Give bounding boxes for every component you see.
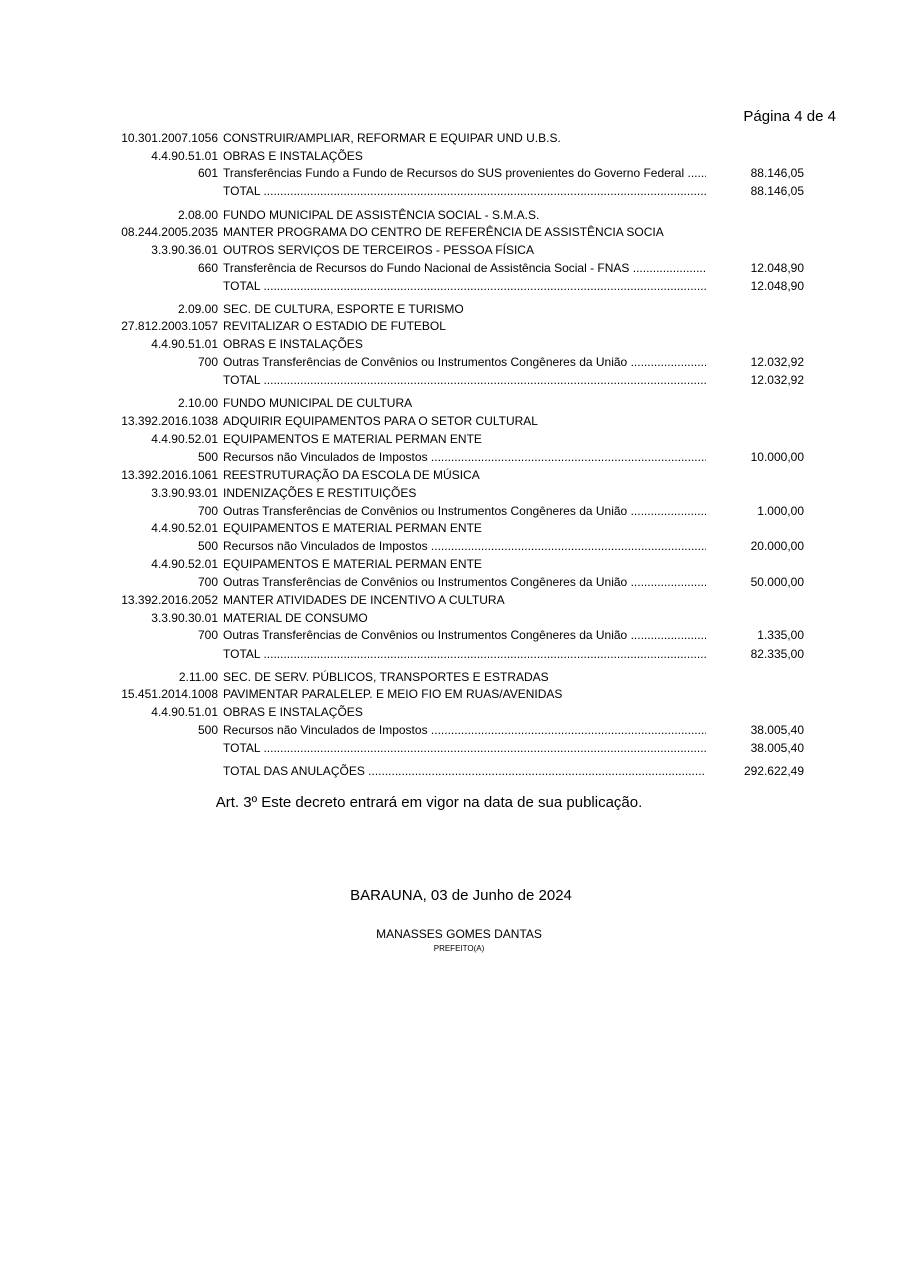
row-amount: 292.622,49	[743, 764, 804, 778]
row-code: 2.11.00	[178, 670, 218, 684]
row-description: Outras Transferências de Convênios ou Instrumentos Congêneres da União .....	[223, 354, 706, 370]
row-description: FUNDO MUNICIPAL DE ASSISTÊNCIA SOCIAL - S.M.A.S.	[223, 208, 540, 222]
table-row	[0, 278, 900, 294]
table-row	[0, 207, 900, 223]
signatory-name: MANASSES GOMES DANTAS	[376, 927, 542, 941]
article-text: Art. 3º Este decreto entrará em vigor na data de sua publicação.	[215, 794, 643, 811]
row-code: 4.4.90.52.01	[151, 557, 218, 571]
table-row	[0, 574, 900, 590]
row-description: ADQUIRIR EQUIPAMENTOS PARA O SETOR CULTURAL	[223, 414, 538, 428]
row-description: Transferências Fundo a Fundo de Recursos do SUS provenientes do Governo Federal .....	[223, 165, 706, 181]
row-amount: 88.146,05	[750, 166, 804, 180]
row-code: 08.244.2005.2035	[121, 225, 218, 239]
row-description: OBRAS E INSTALAÇÕES	[223, 337, 363, 351]
row-amount: 20.000,00	[750, 539, 804, 553]
row-amount: 12.048,90	[750, 279, 804, 293]
row-description: EQUIPAMENTOS E MATERIAL PERMAN ENTE	[223, 521, 482, 535]
place-date: BARAUNA, 03 de Junho de 2024	[350, 887, 572, 904]
table-row	[0, 592, 900, 608]
table-row	[0, 395, 900, 411]
row-code: 4.4.90.51.01	[151, 149, 218, 163]
row-code: 500	[197, 450, 218, 464]
row-description: TOTAL .....	[223, 372, 706, 388]
row-description: PAVIMENTAR PARALELEP. E MEIO FIO EM RUAS/AVENIDAS	[223, 687, 563, 701]
table-row	[0, 503, 900, 519]
row-code: 660	[197, 261, 218, 275]
row-code: 4.4.90.52.01	[151, 521, 218, 535]
table-row	[0, 763, 900, 779]
row-code: 700	[197, 628, 218, 642]
row-amount: 12.048,90	[750, 261, 804, 275]
row-code: 4.4.90.52.01	[151, 432, 218, 446]
row-description: FUNDO MUNICIPAL DE CULTURA	[223, 396, 413, 410]
page-number: Página 4 de 4	[743, 108, 836, 125]
row-description: OBRAS E INSTALAÇÕES	[223, 149, 363, 163]
table-row	[0, 669, 900, 685]
row-description: TOTAL .....	[223, 740, 706, 756]
table-row	[0, 318, 900, 334]
table-row	[0, 413, 900, 429]
table-row	[0, 301, 900, 317]
table-row	[0, 485, 900, 501]
row-code: 13.392.2016.1038	[121, 414, 218, 428]
row-code: 13.392.2016.1061	[121, 468, 218, 482]
table-row	[0, 610, 900, 626]
row-description: Outras Transferências de Convênios ou Instrumentos Congêneres da União .....	[223, 503, 706, 519]
row-description: TOTAL .....	[223, 646, 706, 662]
table-row	[0, 431, 900, 447]
row-description: Transferência de Recursos do Fundo Nacional de Assistência Social - FNAS .....	[223, 260, 706, 276]
table-row	[0, 148, 900, 164]
row-code: 700	[197, 504, 218, 518]
table-row	[0, 556, 900, 572]
signatory-role: PREFEITO(A)	[433, 944, 485, 953]
table-row	[0, 722, 900, 738]
row-description: TOTAL DAS ANULAÇÕES .....	[223, 763, 706, 779]
row-description: MATERIAL DE CONSUMO	[223, 611, 368, 625]
table-row	[0, 704, 900, 720]
table-row	[0, 372, 900, 388]
table-row	[0, 165, 900, 181]
row-description: REVITALIZAR O ESTADIO DE FUTEBOL	[223, 319, 446, 333]
row-code: 15.451.2014.1008	[121, 687, 218, 701]
row-description: CONSTRUIR/AMPLIAR, REFORMAR E EQUIPAR UND U.B.S.	[223, 131, 561, 145]
table-row	[0, 242, 900, 258]
table-row	[0, 183, 900, 199]
table-row	[0, 646, 900, 662]
table-row	[0, 538, 900, 554]
row-amount: 12.032,92	[750, 373, 804, 387]
row-description: TOTAL .....	[223, 183, 706, 199]
table-row	[0, 354, 900, 370]
row-code: 700	[197, 355, 218, 369]
table-row	[0, 686, 900, 702]
row-description: Recursos não Vinculados de Impostos .....	[223, 722, 706, 738]
table-row	[0, 224, 900, 240]
row-code: 500	[197, 539, 218, 553]
row-code: 4.4.90.51.01	[151, 337, 218, 351]
row-description: TOTAL .....	[223, 278, 706, 294]
row-description: OBRAS E INSTALAÇÕES	[223, 705, 363, 719]
row-code: 500	[197, 723, 218, 737]
row-amount: 82.335,00	[750, 647, 804, 661]
row-description: EQUIPAMENTOS E MATERIAL PERMAN ENTE	[223, 432, 482, 446]
row-description: SEC. DE SERV. PÚBLICOS, TRANSPORTES E ESTRADAS	[223, 670, 549, 684]
row-description: Recursos não Vinculados de Impostos .....	[223, 538, 706, 554]
table-row	[0, 627, 900, 643]
table-row	[0, 130, 900, 146]
row-code: 601	[197, 166, 218, 180]
row-description: INDENIZAÇÕES E RESTITUIÇÕES	[223, 486, 417, 500]
table-row	[0, 467, 900, 483]
table-row	[0, 740, 900, 756]
table-row	[0, 336, 900, 352]
table-row	[0, 520, 900, 536]
row-code: 27.812.2003.1057	[121, 319, 218, 333]
row-description: REESTRUTURAÇÃO DA ESCOLA DE MÚSICA	[223, 468, 480, 482]
row-code: 3.3.90.36.01	[151, 243, 218, 257]
row-code: 3.3.90.93.01	[151, 486, 218, 500]
row-code: 2.10.00	[177, 396, 218, 410]
row-code: 10.301.2007.1056	[121, 131, 218, 145]
row-code: 2.08.00	[177, 208, 218, 222]
row-code: 3.3.90.30.01	[151, 611, 218, 625]
table-row	[0, 260, 900, 276]
table-row	[0, 449, 900, 465]
row-amount: 88.146,05	[750, 184, 804, 198]
row-amount: 50.000,00	[750, 575, 804, 589]
row-amount: 10.000,00	[750, 450, 804, 464]
row-code: 4.4.90.51.01	[151, 705, 218, 719]
row-description: Outras Transferências de Convênios ou Instrumentos Congêneres da União .....	[223, 627, 706, 643]
row-code: 2.09.00	[177, 302, 218, 316]
row-code: 700	[197, 575, 218, 589]
row-description: MANTER ATIVIDADES DE INCENTIVO A CULTURA	[223, 593, 505, 607]
row-description: MANTER PROGRAMA DO CENTRO DE REFERÊNCIA DE ASSISTÊNCIA SOCIA	[223, 225, 664, 239]
row-description: Recursos não Vinculados de Impostos .....	[223, 449, 706, 465]
row-amount: 38.005,40	[750, 741, 804, 755]
row-amount: 38.005,40	[750, 723, 804, 737]
row-amount: 1.335,00	[757, 628, 804, 642]
row-amount: 1.000,00	[757, 504, 804, 518]
row-description: EQUIPAMENTOS E MATERIAL PERMAN ENTE	[223, 557, 482, 571]
row-code: 13.392.2016.2052	[121, 593, 218, 607]
row-amount: 12.032,92	[750, 355, 804, 369]
row-description: Outras Transferências de Convênios ou Instrumentos Congêneres da União .....	[223, 574, 706, 590]
row-description: OUTROS SERVIÇOS DE TERCEIROS - PESSOA FÍSICA	[223, 243, 534, 257]
row-description: SEC. DE CULTURA, ESPORTE E TURISMO	[223, 302, 464, 316]
